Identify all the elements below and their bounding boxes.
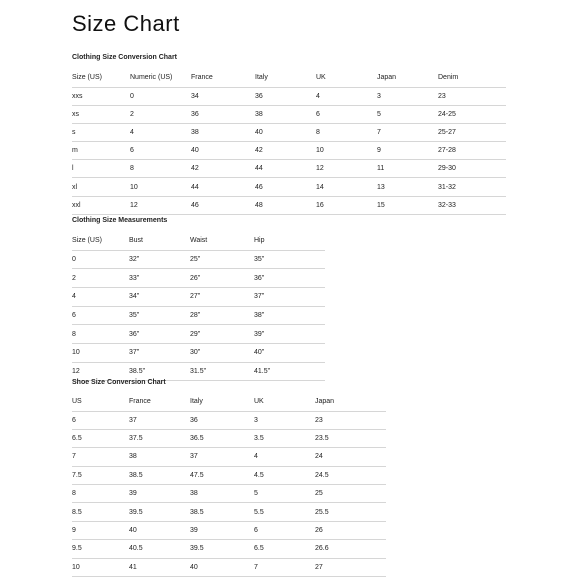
table-row (72, 178, 506, 196)
table-cell: 6 (254, 521, 315, 539)
table-cell: 7 (72, 448, 129, 466)
table-cell: 8 (72, 325, 129, 344)
table-cell: 25.5 (315, 503, 386, 521)
column-header: Size (US) (72, 232, 129, 250)
table-row (72, 503, 386, 521)
table-cell: xxl (72, 196, 130, 214)
table-cell: 38 (255, 105, 316, 123)
table-cell: 26 (315, 521, 386, 539)
table-cell: 37” (129, 343, 190, 362)
column-header: UK (316, 69, 377, 87)
column-header: France (191, 69, 255, 87)
table-row (72, 87, 506, 105)
table-cell: 38 (129, 448, 190, 466)
table-row (72, 521, 386, 539)
table-cell: 40 (191, 142, 255, 160)
column-header: Denim (438, 69, 506, 87)
table-cell: 23 (438, 87, 506, 105)
column-header: Italy (255, 69, 316, 87)
table-cell: 26.6 (315, 540, 386, 558)
column-header: Numeric (US) (130, 69, 191, 87)
table-cell: 39” (254, 325, 325, 344)
table-cell: 35” (129, 306, 190, 325)
table-cell: 36.5 (190, 429, 254, 447)
header-row (72, 69, 506, 87)
table-cell: 35” (254, 250, 325, 269)
table-cell: 36 (190, 411, 254, 429)
table-row (72, 105, 506, 123)
table-cell: 38.5” (129, 362, 190, 381)
table-cell: 46 (191, 196, 255, 214)
table-cell: 39 (190, 521, 254, 539)
table-cell: 12 (130, 196, 191, 214)
table-row (72, 196, 506, 214)
table-cell: 33” (129, 269, 190, 288)
table-cell: 41 (129, 558, 190, 576)
table-row (72, 343, 325, 362)
table-cell: 27” (190, 287, 254, 306)
table-cell: 10 (72, 558, 129, 576)
table-row (72, 142, 506, 160)
table-cell: 6 (72, 411, 129, 429)
column-header: Waist (190, 232, 254, 250)
table-cell: 10 (316, 142, 377, 160)
table-cell: 40” (254, 343, 325, 362)
table-cell: 3.5 (254, 429, 315, 447)
table-cell: 10 (72, 343, 129, 362)
table-cell: 37 (129, 411, 190, 429)
table-cell: 46 (255, 178, 316, 196)
column-header: US (72, 393, 129, 411)
table-cell: 26” (190, 269, 254, 288)
table-cell: 31.5” (190, 362, 254, 381)
table-cell: xs (72, 105, 130, 123)
table-cell: 29-30 (438, 160, 506, 178)
table-cell: 36 (191, 105, 255, 123)
table-cell: 7 (377, 123, 438, 141)
table-cell: 8 (130, 160, 191, 178)
table-cell: 2 (72, 269, 129, 288)
table-cell: 34” (129, 287, 190, 306)
table-cell: 8.5 (72, 503, 129, 521)
clothing-conversion-heading: Clothing Size Conversion Chart (72, 54, 178, 61)
table-cell: 37.5 (129, 429, 190, 447)
table-cell: s (72, 123, 130, 141)
table-cell: 4 (72, 287, 129, 306)
table-cell: 5 (254, 485, 315, 503)
table-cell: 6 (130, 142, 191, 160)
table-row (72, 558, 386, 576)
header-row (72, 393, 386, 411)
table-row (72, 448, 386, 466)
table-row (72, 269, 325, 288)
table-cell: 3 (377, 87, 438, 105)
table-cell: 34 (191, 87, 255, 105)
column-header: Italy (190, 393, 254, 411)
table-row (72, 160, 506, 178)
table-cell: 37” (254, 287, 325, 306)
table-cell: 5 (377, 105, 438, 123)
table-row (72, 250, 325, 269)
table-cell: 9 (377, 142, 438, 160)
table-cell: 42 (255, 142, 316, 160)
table-cell: 28” (190, 306, 254, 325)
table-cell: 24.5 (315, 466, 386, 484)
table-cell: 39 (129, 485, 190, 503)
column-header: Bust (129, 232, 190, 250)
table-cell: 40 (255, 123, 316, 141)
table-cell: 10 (130, 178, 191, 196)
table-cell: 38 (191, 123, 255, 141)
column-header: Japan (315, 393, 386, 411)
table-row (72, 325, 325, 344)
table-row (72, 466, 386, 484)
table-cell: 3 (254, 411, 315, 429)
clothing-measurements-table (72, 232, 325, 381)
table-cell: m (72, 142, 130, 160)
table-row (72, 287, 325, 306)
table-cell: 38.5 (129, 466, 190, 484)
table-cell: 39.5 (129, 503, 190, 521)
table-cell: 13 (377, 178, 438, 196)
table-cell: 39.5 (190, 540, 254, 558)
column-header: Hip (254, 232, 325, 250)
table-cell: 37 (190, 448, 254, 466)
table-cell: 16 (316, 196, 377, 214)
column-header: Japan (377, 69, 438, 87)
table-cell: 7 (254, 558, 315, 576)
header-row (72, 232, 325, 250)
table-cell: 36” (254, 269, 325, 288)
table-cell: 31-32 (438, 178, 506, 196)
clothing-conversion-table (72, 69, 506, 215)
table-cell: l (72, 160, 130, 178)
table-cell: 24-25 (438, 105, 506, 123)
table-cell: 11 (377, 160, 438, 178)
table-cell: 41.5” (254, 362, 325, 381)
table-cell: 40.5 (129, 540, 190, 558)
column-header: France (129, 393, 190, 411)
table-cell: 36” (129, 325, 190, 344)
table-cell: 0 (72, 250, 129, 269)
table-cell: 36 (255, 87, 316, 105)
table-cell: 6 (316, 105, 377, 123)
table-cell: 32” (129, 250, 190, 269)
table-row (72, 429, 386, 447)
table-cell: 14 (316, 178, 377, 196)
table-cell: 12 (316, 160, 377, 178)
table-cell: 27-28 (438, 142, 506, 160)
table-cell: 38 (190, 485, 254, 503)
table-cell: 30” (190, 343, 254, 362)
clothing-measurements-heading: Clothing Size Measurements (72, 217, 168, 224)
table-cell: 8 (316, 123, 377, 141)
table-cell: 6.5 (254, 540, 315, 558)
table-cell: 12 (72, 362, 129, 381)
table-row (72, 123, 506, 141)
table-cell: 0 (130, 87, 191, 105)
table-cell: 40 (129, 521, 190, 539)
table-cell: 27 (315, 558, 386, 576)
table-cell: 15 (377, 196, 438, 214)
table-row (72, 485, 386, 503)
table-cell: 2 (130, 105, 191, 123)
table-cell: 25-27 (438, 123, 506, 141)
column-header: UK (254, 393, 315, 411)
table-row (72, 362, 325, 381)
table-cell: xl (72, 178, 130, 196)
table-cell: 24 (315, 448, 386, 466)
table-cell: 4 (130, 123, 191, 141)
table-cell: 23 (315, 411, 386, 429)
table-row (72, 306, 325, 325)
table-cell: 4 (254, 448, 315, 466)
table-cell: 40 (190, 558, 254, 576)
table-cell: 25 (315, 485, 386, 503)
table-cell: 42 (191, 160, 255, 178)
column-header: Size (US) (72, 69, 130, 87)
table-cell: 6.5 (72, 429, 129, 447)
table-cell: 9.5 (72, 540, 129, 558)
table-cell: 29” (190, 325, 254, 344)
table-cell: 5.5 (254, 503, 315, 521)
table-cell: 4.5 (254, 466, 315, 484)
table-cell: 44 (191, 178, 255, 196)
page-title: Size Chart (72, 11, 180, 36)
table-cell: xxs (72, 87, 130, 105)
table-cell: 47.5 (190, 466, 254, 484)
table-cell: 38” (254, 306, 325, 325)
table-cell: 32-33 (438, 196, 506, 214)
table-cell: 48 (255, 196, 316, 214)
table-cell: 25” (190, 250, 254, 269)
shoe-conversion-heading: Shoe Size Conversion Chart (72, 379, 166, 386)
table-cell: 6 (72, 306, 129, 325)
table-cell: 4 (316, 87, 377, 105)
table-cell: 23.5 (315, 429, 386, 447)
table-row (72, 411, 386, 429)
table-row (72, 540, 386, 558)
table-cell: 38.5 (190, 503, 254, 521)
table-cell: 8 (72, 485, 129, 503)
table-cell: 7.5 (72, 466, 129, 484)
table-cell: 9 (72, 521, 129, 539)
shoe-conversion-table (72, 393, 386, 577)
table-cell: 44 (255, 160, 316, 178)
